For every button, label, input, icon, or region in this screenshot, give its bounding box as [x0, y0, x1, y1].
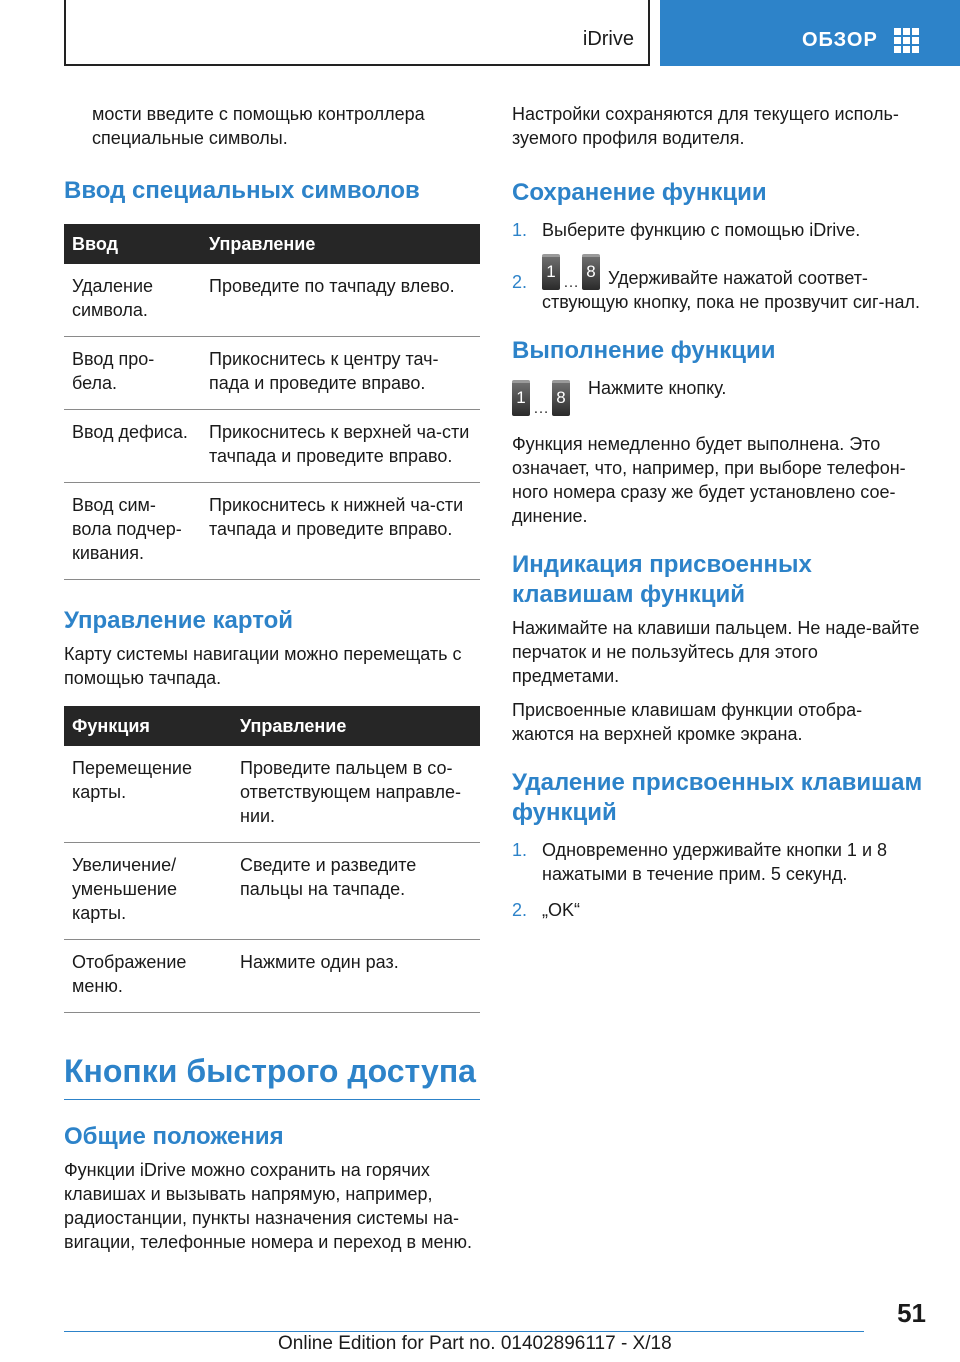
step-text: Удерживайте нажатой соответ-ствующую кнопку, пока не прозвучит сиг-нал.	[542, 268, 920, 312]
step-text: „OK“	[542, 900, 580, 920]
execute-function-title: Выполнение функции	[512, 337, 776, 364]
table-cell: Прикоснитесь к центру тач-пада и проведите вправо.	[201, 337, 480, 410]
ellipsis: …	[533, 400, 549, 417]
table-cell: Перемещение карты.	[64, 746, 232, 843]
list-item	[512, 898, 924, 922]
favorite-key-1: 1	[542, 254, 560, 290]
footer-edition: Online Edition for Part no. 01402896117 - X/18	[278, 1333, 672, 1354]
special-chars-title: Ввод специальных символов	[64, 177, 420, 204]
table-row	[64, 410, 480, 483]
table-cell: Ввод дефиса.	[64, 410, 201, 483]
step-number: 2.	[512, 272, 528, 292]
intro-text: мости введите с помощью контроллера специальные символы.	[92, 104, 425, 148]
execute-row	[512, 376, 924, 418]
step-number: 1.	[512, 840, 528, 860]
table-header-cell: Управление	[232, 706, 480, 746]
press-key-text: Нажмите кнопку.	[588, 378, 727, 398]
favorite-keys-icon	[542, 254, 600, 290]
header-chapter: iDrive	[582, 28, 634, 50]
table-row	[64, 483, 480, 580]
favorite-key-8: 8	[582, 254, 600, 290]
favorite-key-1: 1	[512, 380, 530, 416]
ellipsis: …	[563, 274, 579, 291]
header-section-tab[interactable]	[660, 0, 960, 66]
footer-divider	[64, 1331, 864, 1332]
header-section: ОБЗОР	[802, 29, 878, 51]
table-cell: Удаление символа.	[64, 264, 201, 337]
table-cell: Сведите и разведите пальцы на тачпаде.	[232, 843, 480, 940]
list-item	[512, 254, 924, 314]
favorite-key-8: 8	[552, 380, 570, 416]
step-text: Выберите функцию с помощью iDrive.	[542, 220, 861, 240]
indication-text-1: Нажимайте на клавиши пальцем. Не наде-вайте перчаток и не пользуйтесь для этого предметами.	[512, 618, 920, 686]
map-control-table	[64, 706, 480, 1013]
delete-steps	[512, 838, 924, 922]
general-text: Функции iDrive можно сохранить на горячих клавишах и вызывать напрямую, например, радиостанции, пункты назначения системы на-вигации, телефонные номера и переход в меню.	[64, 1160, 472, 1252]
table-cell: Увеличение/ уменьшение карты.	[64, 843, 232, 940]
list-item	[512, 838, 924, 886]
table-row	[64, 940, 480, 1013]
step-number: 2.	[512, 900, 528, 920]
table-cell: Ввод сим-вола подчер-кивания.	[64, 483, 201, 580]
table-row	[64, 264, 480, 337]
table-header-cell: Ввод	[64, 224, 201, 264]
step-number: 1.	[512, 220, 528, 240]
indication-title: Индикация присвоенных клавишам функций	[512, 551, 812, 608]
step-text: Одновременно удерживайте кнопки 1 и 8 нажатыми в течение прим. 5 секунд.	[542, 840, 888, 884]
table-cell: Прикоснитесь к верхней ча-сти тачпада и проведите вправо.	[201, 410, 480, 483]
grid-icon	[894, 28, 920, 54]
table-cell: Проведите пальцем в со-ответствующем направле-нии.	[232, 746, 480, 843]
table-row	[64, 337, 480, 410]
indication-text-2: Присвоенные клавишам функции отобра-жаются на верхней кромке экрана.	[512, 700, 863, 744]
table-cell: Ввод про-бела.	[64, 337, 201, 410]
header-chapter-box	[64, 0, 650, 66]
page-number: 51	[897, 1298, 926, 1328]
table-cell: Прикоснитесь к нижней ча-сти тачпада и проведите вправо.	[201, 483, 480, 580]
save-function-title: Сохранение функции	[512, 179, 767, 206]
table-header-row	[64, 706, 480, 746]
map-control-text: Карту системы навигации можно перемещать с помощью тачпада.	[64, 644, 462, 688]
delete-title: Удаление присвоенных клавишам функций	[512, 769, 923, 826]
right-column	[512, 102, 924, 934]
special-chars-table	[64, 224, 480, 580]
quick-keys-title: Кнопки быстрого доступа	[64, 1051, 480, 1100]
execute-text: Функция немедленно будет выполнена. Это означает, что, например, при выборе телефон-ного номера сразу же будет установлено сое-динение.	[512, 434, 906, 526]
table-header-cell: Управление	[201, 224, 480, 264]
table-header-cell: Функция	[64, 706, 232, 746]
table-header-row	[64, 224, 480, 264]
favorite-keys-icon	[512, 380, 570, 416]
general-title: Общие положения	[64, 1123, 284, 1150]
profile-text: Настройки сохраняются для текущего исполь-зуемого профиля водителя.	[512, 104, 899, 148]
save-steps	[512, 218, 924, 314]
table-cell: Проведите по тачпаду влево.	[201, 264, 480, 337]
table-cell: Отображение меню.	[64, 940, 232, 1013]
list-item	[512, 218, 924, 242]
table-row	[64, 843, 480, 940]
left-column	[64, 102, 480, 1264]
table-row	[64, 746, 480, 843]
map-control-title: Управление картой	[64, 607, 294, 634]
table-cell: Нажмите один раз.	[232, 940, 480, 1013]
